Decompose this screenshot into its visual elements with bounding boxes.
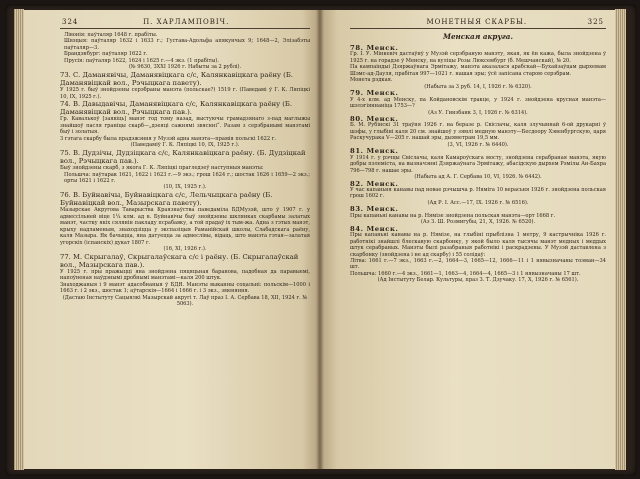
section-title: Менская акруга. — [443, 32, 513, 41]
source-note: (Паведаміў Г. К. Ляпіцкі 10, IX, 1925 г.). — [130, 142, 240, 149]
source-note: (Аз З. Ш. Розмигубы, 21, X, 1926. № 6520). — [420, 219, 536, 226]
left-page — [24, 10, 320, 469]
paragraph: У 1925 г. пры пражыцці яна знойдзена пяцяцьная баранова, падобная да паравыемі, напоўненая наўдэнымі дробнымі манэтамі—каля 200 штук. — [60, 268, 310, 282]
entry-title: 75. В. Дудзічы, Дудзіцкага с/с, Калянкавіцкага раёну. (Б. Дудзіцкай вол., Рэчыцкага пав.). — [60, 148, 306, 165]
source-note: (10, IX, 1925 г.). — [163, 184, 207, 191]
source-note: (№ 9630, ЗХХІ 1926 г. Набыты за 2 рублі). — [128, 64, 242, 71]
paragraph: Лівонія: паўталяр 1648 г. прабіты. — [64, 32, 158, 38]
entry-title: 77. М. Скрыгалаў, Скрыгалаўскага с/с і раёну. (Б. Скрыгалаўскай вол., Мазырскага пав.). — [60, 252, 299, 269]
right-running-head — [350, 18, 606, 29]
right-page — [320, 10, 615, 469]
running-title: МОНЕТНЫЯ СКАРБЫ. — [426, 18, 528, 26]
source-note: (Ад Р. І. Асс.—17, IX. 1926 г. № 6516). — [427, 199, 529, 206]
source-note: (Дастаю Інстытуту Сацыялкі Мазырскай акругі т. Лаў праз І. А. Сербава 18, XII, 1924 г. № 5063). — [62, 294, 308, 308]
source-note: (Набыта ад А. Г. Сербава 10, VI, 1926. № 6442). — [414, 174, 542, 181]
source-note: (Аз У. Гинзбанк 3, I, 1926 г. № 6314). — [428, 109, 528, 116]
running-title: П. ХАРЛАМПОВІЧ. — [143, 18, 230, 26]
paragraph: Брандэнбург: паўталяр 1622 г. — [64, 51, 148, 58]
paragraph: Б. М. Рубінскі 31 траўня 1926 г. на беразе р. Свіслачы, каля злучыннай 6-ой друкарні ў шэфы, у глыбіні каля 20 см. знайшоў у зямлі медную манэту—Бесдоору Хэвенбургскую, царя Раскучурака V—205 г. нашай эры, дыяметрам 19,5 мм. — [350, 122, 606, 142]
paragraph: Знаходжаныя і 9 манэт адасобнаныя ў БДЯ. Манэты выканны соцальні: польскім—1000 і 1663 г. і 2 экз., шостак 1; аўтарскія—1664 і 1666 г. і 3 экз., зменяння. — [60, 281, 310, 295]
paragraph: У час капаньня канавы пад новае рэчышча р. Няміга 10 верасьня 1926 г. знойдзена польская грош 1602 г. — [350, 186, 606, 200]
page-edges-right — [615, 9, 626, 470]
paragraph: Гр. Кавалькоў [заявіць] манэт год тому назад, выстуючы грамадзянаго з-пад маглыжы знайшоў пасля граніцы скарб—„дзеяці сажнямі звяснні“. Разам з серэбранымі манэтамі быў і золатыя. — [60, 116, 310, 136]
paragraph: Монета рэдкая. — [350, 77, 393, 84]
left-text-block — [60, 32, 310, 308]
entry-heading: 82. Менск. — [350, 179, 399, 188]
paragraph: У 1925 г. быў знойдзены серэбраны манэта (польскае?) 1519 г. (Паведамі ў Г. К. Ляпіцкі 10, IX, 1925 г.). — [60, 87, 310, 100]
entry-heading: 78. Менск. — [350, 44, 399, 52]
entry-heading: 81. Менск. — [350, 147, 399, 156]
page-number: 324 — [62, 18, 79, 26]
paragraph: Літва: 1661 г.—7 экз., 1663 г.—2, 1664—3, 1665—12, 1666—11 і 1 нявызначаны тоэман—34 шт. — [350, 257, 606, 271]
paragraph: У 4-х клм. ад Менску, па Койдановскім тракце, у 1924 г. знойдзена крусная манэта—шэлэгіяннаніца 1753—? — [350, 96, 606, 110]
paragraph: У 1914 г. у рэчцы Свіслачы, каля Камароўскага мосту, знойдзена серабраная манэта, якую добры пэлеміста, на вызначэнні Дзяржаўнага Эрмітажу, абасідскую дырхем Рэмілы Ан-Бахра 796—798 г. нашае эры. — [350, 154, 606, 174]
paragraph: Быў знойдзены скарб, з якога Г. К. Ляпіцкі прагледзеў наступныя манэты: — [60, 165, 264, 172]
entry-heading: 79. Менск. — [350, 89, 399, 98]
source-note: (Набыта за 3 руб. 14, I, 1926 г. № 6320). — [424, 83, 532, 90]
paragraph: Польшча: паўтарак 1621, 1622 і 1623 г.—9 экз.; грош 1624 г.; шостак 1626 і 1659—2 экз.; орты 1621 і 1622 г. — [64, 171, 310, 185]
entry-title: 73. С. Даманявічы, Даманявіцкага с/с, Калянкавіцкага раёну (Б. Даманявіцкай вол., Рэчыцкага павету). — [60, 70, 293, 87]
left-running-head — [60, 18, 310, 29]
source-note: (16, XI, 1926 г.). — [163, 246, 207, 253]
right-text-block — [350, 45, 606, 284]
paragraph: Польшча: 1660 г.—4 экз., 1661—1, 1663—4, 1664—4, 1665—3 і 1 нявызначаны 17 шт. — [350, 270, 581, 277]
paragraph: Прусія: паўталяр 1622, 1624 і 1625 г.—4 экз. (1 прабіты). — [64, 57, 219, 64]
paragraph: Пры капаньні канавы на р. Нямізе знойдзена польская манэта—орт 1668 г. — [350, 212, 556, 219]
page-edges-left — [14, 9, 24, 470]
entry-title: 74. В. Давыдавічы, Даманявіцкага с/с, Калянкавіцкага раёну (Б. Даманявіцкай вол., Рэчыцкага пав.). — [60, 100, 293, 117]
source-note: (3, VI, 1926 г. № 6440). — [447, 141, 509, 148]
paragraph: Па кампаіндыі Дзяржаўнага Эрмітажу, манэта аказалася арабскай—Бухайзаўцам дырхемам Шэмс-ад-Дауля, прабітая 997—1021 г. нашая эры; ўсё запісана старою серэбрам. — [350, 64, 606, 77]
paragraph: Гр. І. У. Мінкевіч дастаўнў у Музэй серэбраную манэту, якая, як ён кажа, была знойдзена ў 1925 г. на горадзе ў Менску, на вуліцы Розы Люксембург (б. Мешчанскай), № 20. — [350, 51, 606, 64]
paragraph: З гэтага скарбу была прадэжэння у Музэй адна манэта—прамія польскі 1622 г. — [60, 135, 277, 142]
paragraph: Пры капаньні канавы на р. Нямізе, на глыбіні прыблізна 1 метру, 9 кастрычніка 1926 г. работнікі знайшлі блескавую скарбонку, у якой было каля тысячы манэт медных і меддых штук серабраных. Манэты былі разабраныя работнікі і раскрадзены. У Музэй даставлена з скарбонку (знойдзена і не ад скарбу) і 55 солідаў: — [350, 232, 606, 258]
book-spine-shadow — [316, 10, 324, 469]
paragraph: Мазырскае Акругова Таварыства Краязнаўства паведаміла БДМузэй, што ў 1907 г. у адмессільней віце 1¼ клм. ад в. Буйнавічы быў знойдзены шклянках скарбамы залатых манэт, частку якіх сялянін пакладу псрабавку, а той прадаў іх тым-жа. Адна з гэтых манэт, крыху надламеным, знаходзіцца у экспазіцыя Раманійскай школы, Слабадскага раёну, каля Мазыра. Як бачыцца, яна датуецца за адмеслівы, відаць, што манэта гэтая—залатая угорскіх (іспанскіх) дукат 1807 г. — [60, 207, 310, 246]
paragraph: Швэцыя: паўталяр 1632 і 1633 г.; Густава-Адольфа апякунчых 9; 1648—2, Элізабэты паўталяр—3. — [64, 38, 310, 51]
entry-title: 76. В. Буйнавічы, Буйнавіцкага с/с, Лельчыцкага раёну (Б. Буйнавіцкай вол., Мазырскага павету). — [60, 190, 273, 208]
entry-heading: 84. Менск. — [350, 224, 399, 233]
entry-heading: 80. Менск. — [350, 114, 399, 123]
entry-heading: 83. Менск. — [350, 205, 399, 214]
source-note: (Ад Інстытуту Белар. Культуры, праз З. Т. Дзучаку. 17, X, 1926 г. № 6561). — [377, 277, 579, 284]
page-number: 325 — [587, 18, 604, 26]
